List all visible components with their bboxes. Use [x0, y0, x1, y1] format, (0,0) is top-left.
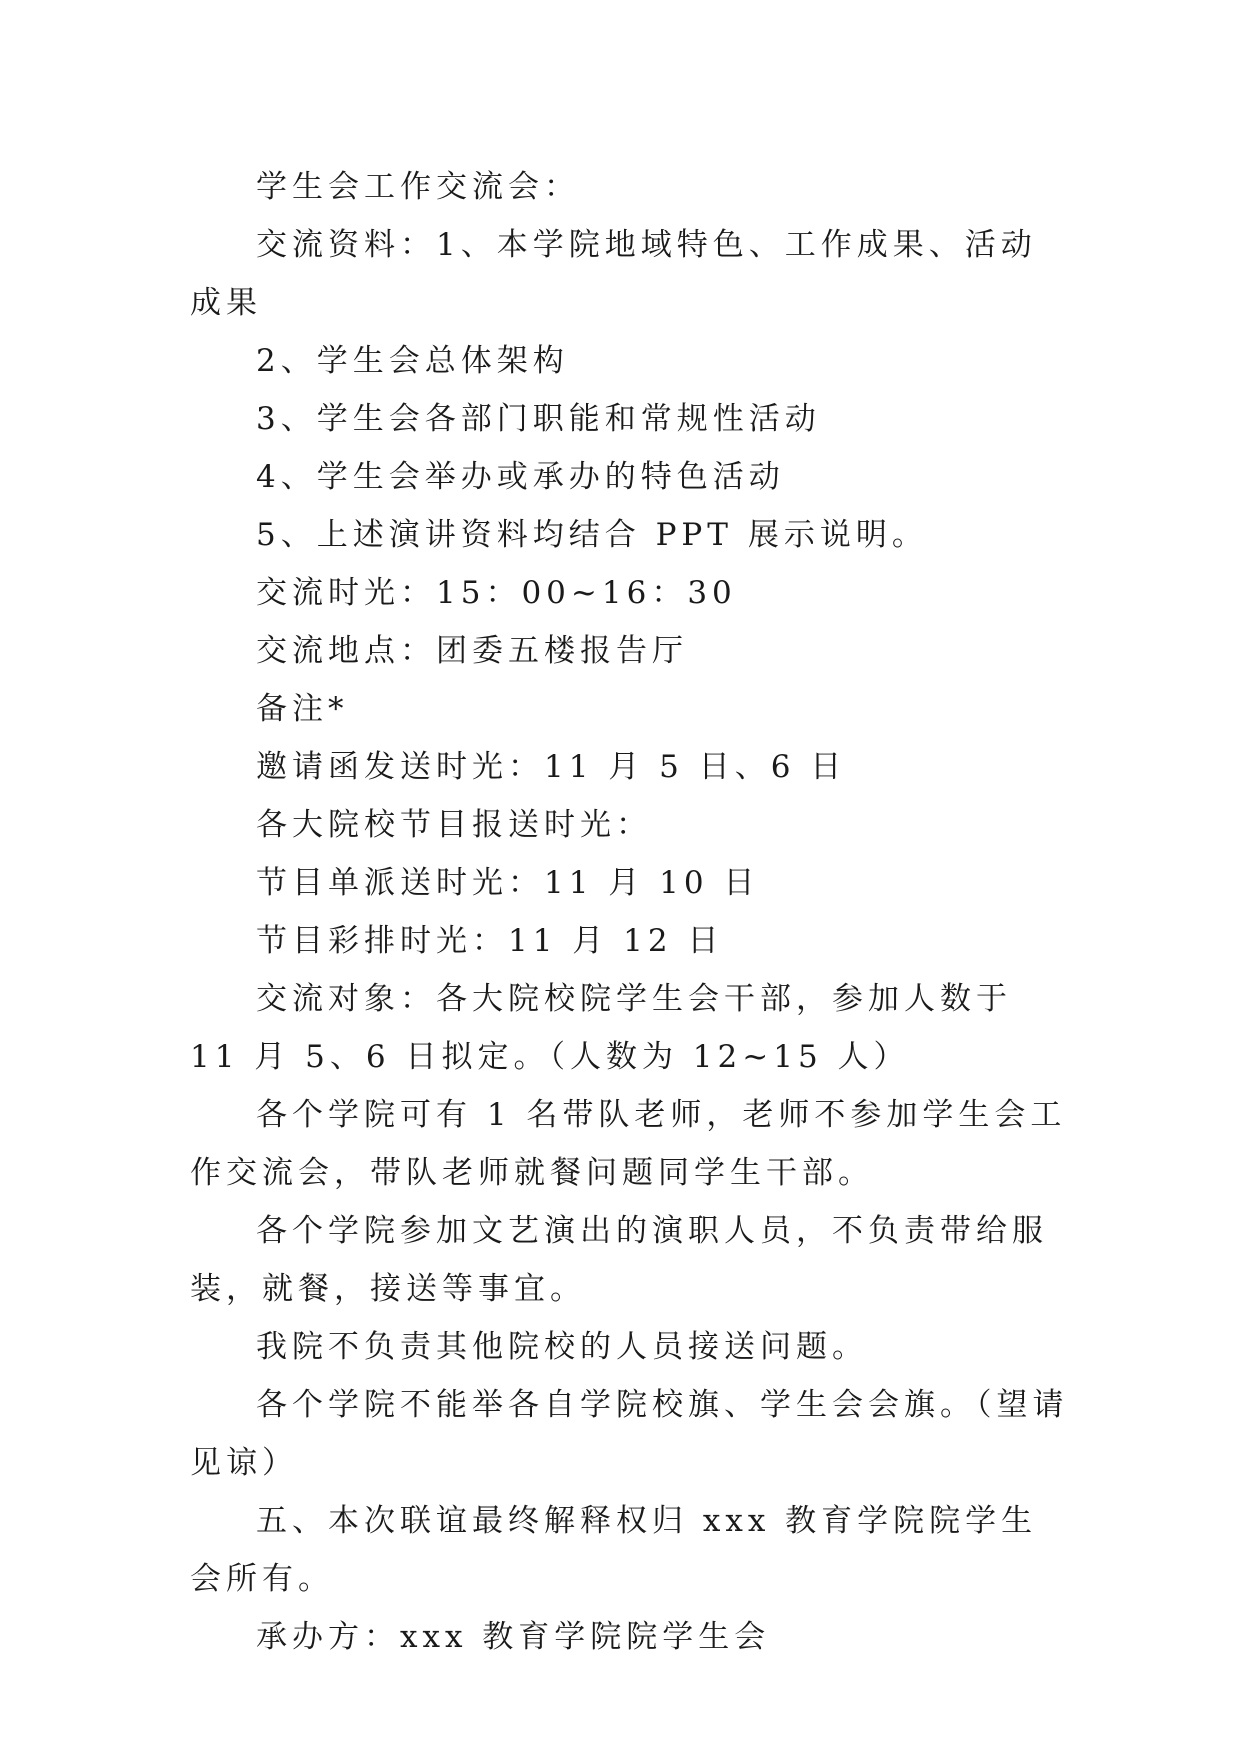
- paragraph-transport: 我院不负责其他院校的人员接送问题。: [256, 1329, 868, 1365]
- paragraph-organizer: 承办方：xxx 教育学院院学生会: [256, 1619, 771, 1655]
- paragraph-participants: 交流对象：各大院校院学生会干部，参加人数于 11 月 5、6 日拟定。（人数为 12~15 人）: [190, 981, 1012, 1075]
- paragraph-materials-1: 交流资料：1、本学院地域特色、工作成果、活动成果: [190, 227, 1037, 321]
- paragraph-notes-heading: 备注*: [256, 691, 349, 727]
- paragraph-rehearsal-time: 节目彩排时光：11 月 12 日: [256, 923, 724, 959]
- paragraph-invitation-time: 邀请函发送时光：11 月 5 日、6 日: [256, 749, 847, 785]
- paragraph-materials-4: 4、学生会举办或承办的特色活动: [256, 459, 785, 495]
- paragraph-program-list-time: 节目单派送时光：11 月 10 日: [256, 865, 760, 901]
- paragraph-interpretation: 五、本次联谊最终解释权归 xxx 教育学院院学生会所有。: [190, 1503, 1038, 1597]
- paragraph-meeting-title: 学生会工作交流会：: [256, 169, 580, 205]
- paragraph-exchange-location: 交流地点：团委五楼报告厅: [256, 633, 688, 669]
- paragraph-materials-2: 2、学生会总体架构: [256, 343, 569, 379]
- paragraph-teachers: 各个学院可有 1 名带队老师，老师不参加学生会工作交流会，带队老师就餐问题同学生干部。: [190, 1097, 1067, 1191]
- paragraph-exchange-time: 交流时光：15：00~16：30: [256, 575, 737, 611]
- paragraph-flags: 各个学院不能举各自学院校旗、学生会会旗。（望请见谅）: [190, 1387, 1069, 1481]
- paragraph-performers: 各个学院参加文艺演出的演职人员，不负责带给服装，就餐，接送等事宜。: [190, 1213, 1048, 1307]
- paragraph-program-submission: 各大院校节目报送时光：: [256, 807, 652, 843]
- document-body: [190, 158, 1070, 1666]
- paragraph-materials-5: 5、上述演讲资料均结合 PPT 展示说明。: [256, 517, 928, 553]
- paragraph-materials-3: 3、学生会各部门职能和常规性活动: [256, 401, 821, 437]
